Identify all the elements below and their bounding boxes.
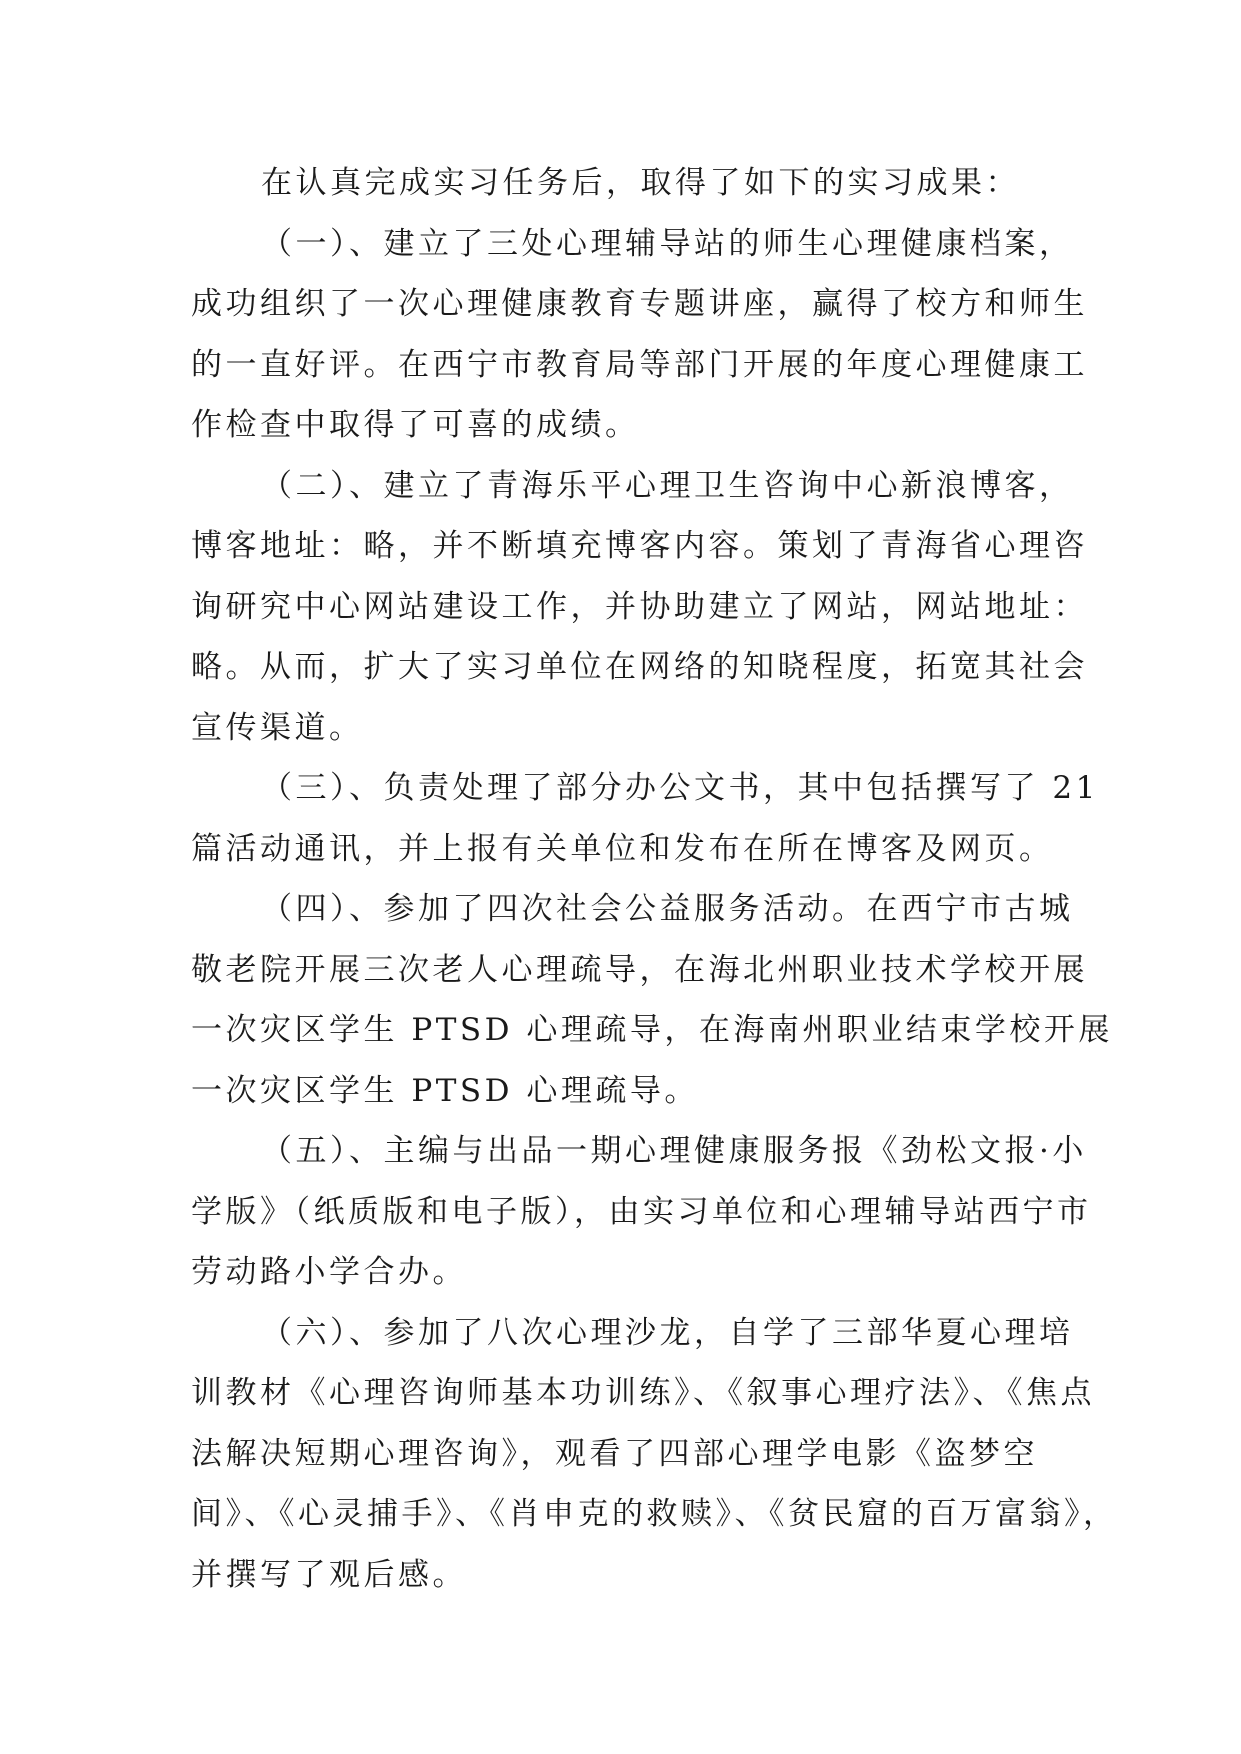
text-line: 并撰写了观后感。 — [191, 1556, 467, 1593]
text-line: 一次灾区学生 PTSD 心理疏导，在海南州职业结束学校开展 — [191, 1012, 1113, 1048]
text-line: 法解决短期心理咨询》，观看了四部心理学电影《盗梦空 — [191, 1435, 1038, 1472]
text-line: 的一直好评。在西宁市教育局等部门开展的年度心理健康工 — [191, 346, 1088, 383]
text-line: （四）、参加了四次社会公益服务活动。在西宁市古城 — [261, 891, 1074, 927]
text-line: 宣传渠道。 — [191, 709, 364, 746]
text-line: 博客地址：略，并不断填充博客内容。策划了青海省心理咨 — [191, 528, 1088, 564]
text-line: 学版》（纸质版和电子版），由实习单位和心理辅导站西宁市 — [191, 1193, 1092, 1230]
text-line: 成功组织了一次心理健康教育专题讲座，赢得了校方和师生 — [191, 286, 1088, 322]
text-line: 间》、《心灵捕手》、《肖申克的救赎》、《贫民窟的百万富翁》， — [191, 1496, 1118, 1532]
text-line: 劳动路小学合办。 — [191, 1254, 467, 1290]
text-line: （六）、参加了八次心理沙龙，自学了三部华夏心理培 — [261, 1314, 1074, 1351]
document-body — [191, 153, 1118, 1605]
text-line: 作检查中取得了可喜的成绩。 — [191, 407, 640, 443]
text-line: （一）、建立了三处心理辅导站的师生心理健康档案， — [261, 225, 1074, 262]
text-line: 一次灾区学生 PTSD 心理疏导。 — [191, 1072, 699, 1109]
text-line: 训教材《心理咨询师基本功训练》、《叙事心理疗法》、《焦点 — [191, 1375, 1095, 1411]
text-line: 篇活动通讯，并上报有关单位和发布在所在博客及网页。 — [191, 830, 1054, 867]
text-line: （三）、负责处理了部分办公文书，其中包括撰写了 21 — [261, 770, 1099, 806]
text-line: （二）、建立了青海乐平心理卫生咨询中心新浪博客， — [261, 467, 1074, 504]
text-line: 敬老院开展三次老人心理疏导，在海北州职业技术学校开展 — [191, 951, 1088, 988]
text-line: 在认真完成实习任务后，取得了如下的实习成果： — [261, 165, 1020, 201]
text-line: 略。从而，扩大了实习单位在网络的知晓程度，拓宽其社会 — [191, 649, 1088, 685]
text-line: （五）、主编与出品一期心理健康服务报《劲松文报·小 — [261, 1133, 1087, 1169]
text-line: 询研究中心网站建设工作，并协助建立了网站，网站地址： — [191, 588, 1088, 625]
